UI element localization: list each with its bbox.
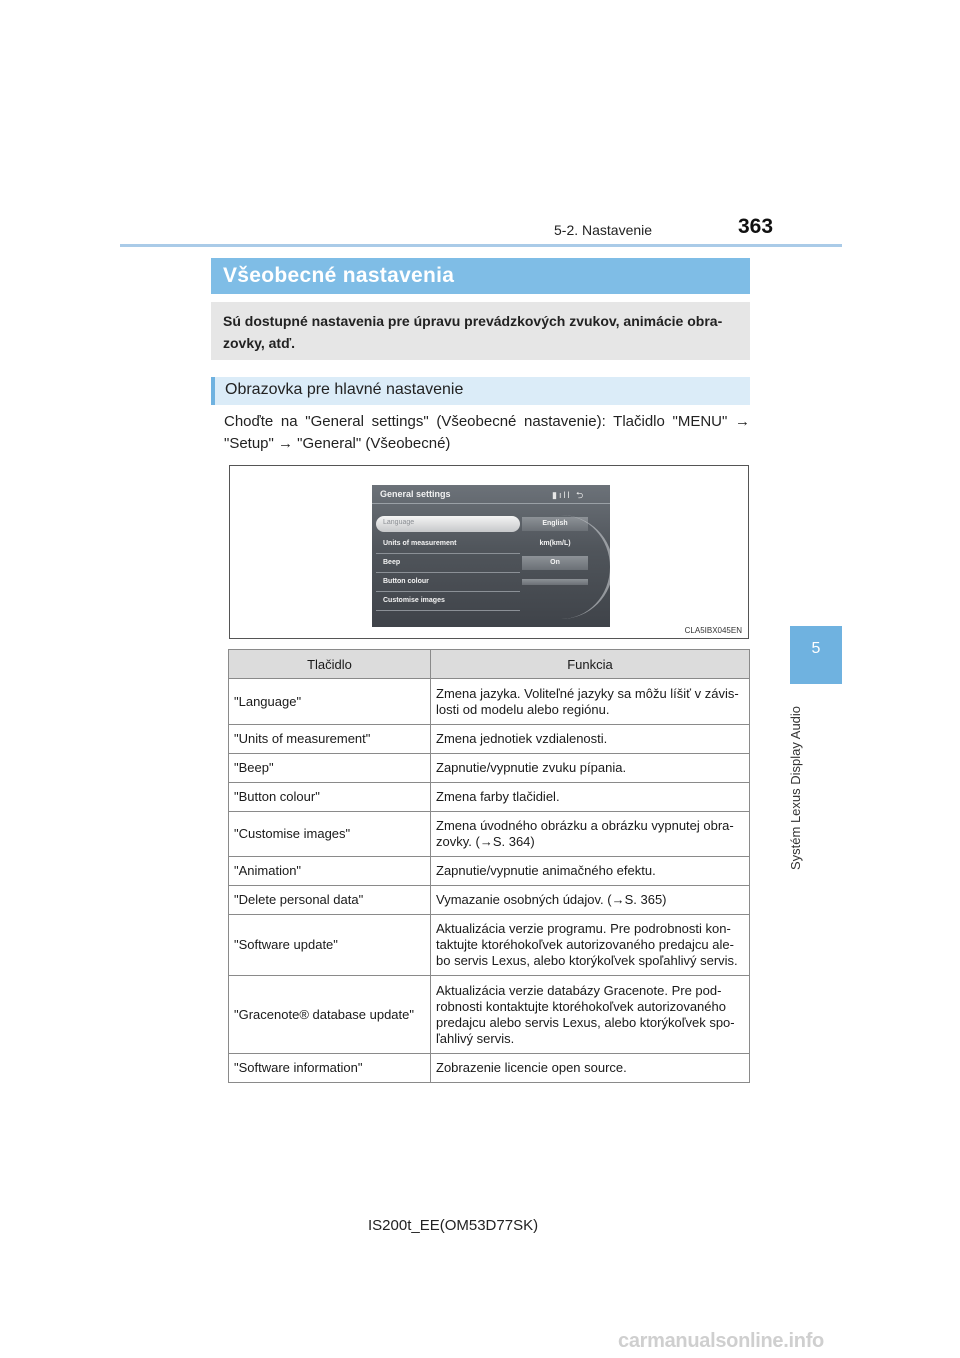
table-cell-function: Zmena farby tlačidiel. (431, 783, 750, 812)
table-row (229, 976, 750, 1054)
table-header-function: Funkcia (431, 650, 750, 679)
menu-row-label: Button colour (383, 578, 429, 585)
subsection-title: Obrazovka pre hlavné nastavenie (225, 381, 464, 398)
menu-row-customise-images[interactable] (376, 594, 520, 611)
table-cell-function: Vymazanie osobných údajov. (→S. 365) (431, 886, 750, 915)
table-cell-function: Zmena jazyka. Voliteľné jazyky sa môžu líšiť v závis-losti od modelu alebo regiónu. (431, 679, 750, 725)
settings-screen (372, 485, 610, 627)
page-number: 363 (738, 215, 774, 238)
menu-value-beep[interactable]: On (522, 556, 588, 570)
table-cell-function: Zapnutie/vypnutie zvuku pípania. (431, 754, 750, 783)
chapter-number: 5 (811, 640, 821, 657)
table-row (229, 754, 750, 783)
table-cell-function: Aktualizácia verzie databázy Gracenote. Pre pod-robnosti kontaktujte ktoréhokoľvek autorizovaného predajcu alebo servis Lexus, alebo ktorýkoľvek spo-ľahlivý servis. (431, 976, 750, 1054)
table-row (229, 886, 750, 915)
table-cell-function: Aktualizácia verzie programu. Pre podrobnosti kon-taktujte ktoréhokoľvek autorizovaného predajcu ale-bo servis Lexus, alebo ktorýkoľvek spoľahlivý servis. (431, 915, 750, 976)
table-row (229, 857, 750, 886)
table-header-button: Tlačidlo (229, 650, 431, 679)
table-row (229, 1054, 750, 1083)
table-cell-button: "Gracenote® database update" (229, 976, 431, 1054)
screen-title: General settings (380, 489, 451, 499)
scroll-arc (550, 515, 610, 619)
header-rule (120, 244, 842, 247)
table-row (229, 915, 750, 976)
instruction-text: Choďte na "General settings" (Všeobecné nastavenie): Tlačidlo "MENU" → "Setup" → "General" (Všeobecné) (224, 413, 750, 452)
document-code: IS200t_EE(OM53D77SK) (368, 1217, 539, 1234)
settings-figure (229, 465, 749, 639)
menu-value-units[interactable]: km(km/L) (539, 540, 571, 547)
chapter-title: Systém Lexus Display Audio (788, 705, 803, 870)
menu-row-beep[interactable] (376, 556, 520, 573)
table-cell-button: "Button colour" (229, 783, 431, 812)
table-row (229, 679, 750, 725)
watermark: carmanualsonline.info (618, 1330, 824, 1352)
table-cell-function: Zmena úvodného obrázku a obrázku vypnutej obra-zovky. (→S. 364) (431, 812, 750, 857)
section-title: Všeobecné nastavenia (223, 264, 455, 287)
table-row (229, 725, 750, 754)
table-cell-button: "Animation" (229, 857, 431, 886)
table-cell-button: "Software information" (229, 1054, 431, 1083)
table-row (229, 812, 750, 857)
table-cell-button: "Delete personal data" (229, 886, 431, 915)
menu-row-label: Language (383, 519, 415, 526)
chapter-tab (790, 626, 842, 684)
status-icons: ▮ıll ⮌ (552, 490, 586, 500)
menu-row-language[interactable] (376, 516, 520, 532)
table-cell-function: Zobrazenie licencie open source. (431, 1054, 750, 1083)
menu-value-language[interactable]: English (522, 517, 588, 531)
subsection-title-bar (211, 377, 750, 405)
menu-row-label: Customise images (383, 597, 445, 604)
menu-row-button-colour[interactable] (376, 575, 520, 592)
table-cell-button: "Software update" (229, 915, 431, 976)
table-row (229, 783, 750, 812)
menu-row-units[interactable] (376, 537, 520, 554)
section-title-bar (211, 258, 750, 294)
menu-row-label: Units of measurement (383, 540, 457, 547)
table-cell-button: "Units of measurement" (229, 725, 431, 754)
table-cell-function: Zapnutie/vypnutie animačného efektu. (431, 857, 750, 886)
table-cell-function: Zmena jednotiek vzdialenosti. (431, 725, 750, 754)
intro-text: Sú dostupné nastavenia pre úpravu prevádzkových zvukov, animácie obra-zovky, atď. (223, 313, 723, 351)
menu-row-label: Beep (383, 559, 401, 566)
screen-title-rule (372, 503, 610, 504)
function-table (228, 649, 750, 1083)
intro-box (211, 302, 750, 360)
page-header-section: 5-2. Nastavenie (554, 222, 653, 238)
figure-code: CLA5IBX045EN (684, 626, 742, 635)
table-cell-button: "Beep" (229, 754, 431, 783)
table-cell-button: "Customise images" (229, 812, 431, 857)
table-cell-button: "Language" (229, 679, 431, 725)
table-header-row (229, 650, 750, 679)
